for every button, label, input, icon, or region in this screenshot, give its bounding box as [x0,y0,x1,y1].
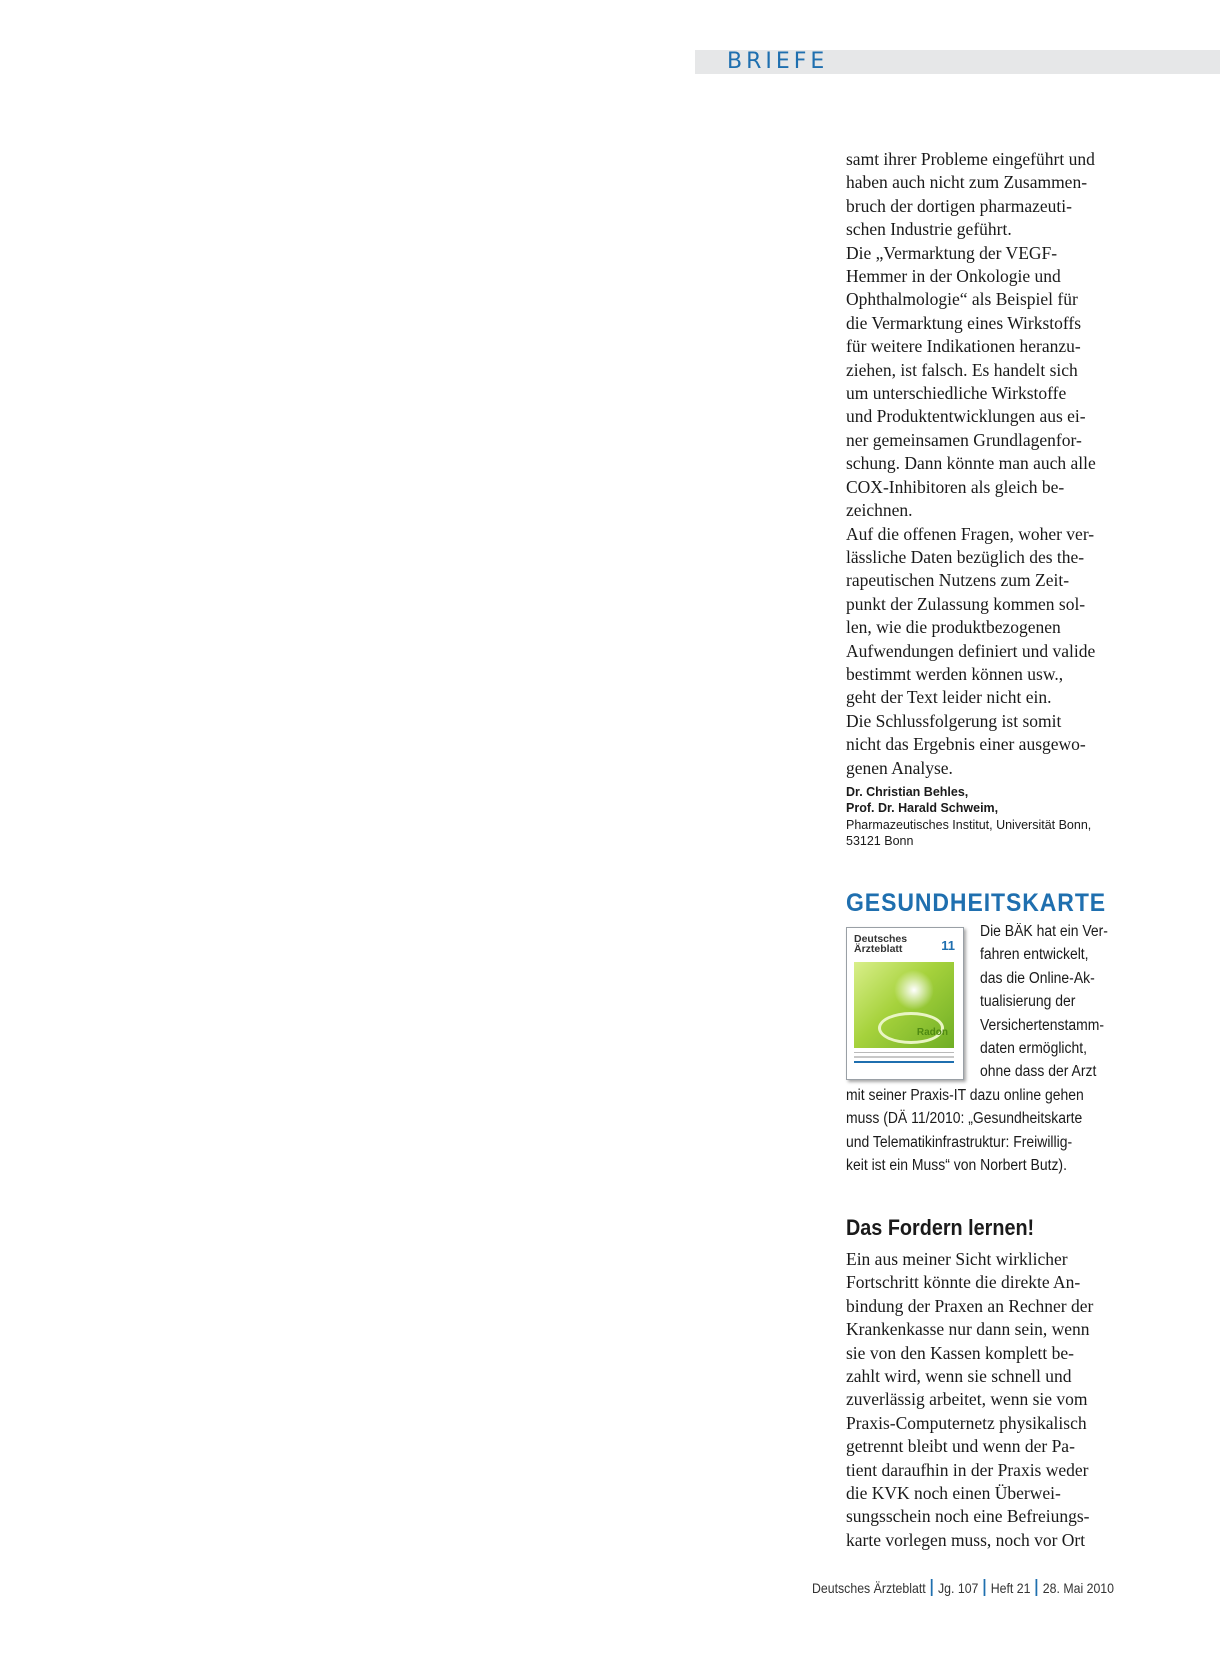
author-address: Pharmazeutisches Institut, Universität Bonn, [846,817,1092,832]
letter-signature [846,784,1126,850]
text-line: bestimmt werden können usw., [846,663,1064,684]
text-line: Praxis-Computernetz physikalisch [846,1412,1087,1433]
cover-image [854,962,954,1048]
teaser-line: Die BÄK hat ein Ver- [980,923,1108,940]
masthead-line: Ärzteblatt [854,943,903,955]
text-line: Auf die offenen Fragen, woher ver- [846,523,1095,544]
text-line: Ophthalmologie“ als Beispiel für [846,289,1078,310]
teaser-line: Versichertenstamm- [980,1016,1105,1034]
text-line: schen Industrie geführt. [846,219,1012,240]
cover-line [854,1061,954,1063]
masthead-line: Deutsches [854,933,908,945]
text-line: sie von den Kassen komplett be- [846,1342,1074,1363]
teaser-line: mit seiner Praxis-IT dazu online gehen [846,1087,1084,1104]
text-line: bruch der dortigen pharmazeuti- [846,195,1072,216]
footer-issue: Heft 21 [990,1580,1031,1596]
text-line: haben auch nicht zum Zusammen- [846,172,1088,193]
text-line: samt ihrer Probleme eingeführt und [846,149,1095,169]
text-line: genen Analyse. [846,757,953,778]
author-address: 53121 Bonn [846,834,914,849]
text-line: Die Schlussfolgerung ist somit [846,710,1062,731]
text-line: ziehen, ist falsch. Es handelt sich [846,359,1078,380]
text-line: die KVK noch einen Überwei- [846,1483,1061,1504]
teaser-line: daten ermöglicht, [980,1040,1088,1058]
footer-separator [931,1579,933,1596]
cover-line [854,1056,954,1058]
text-line: ner gemeinsamen Grundlagenfor- [846,429,1082,450]
teaser-line: das die Online-Ak- [980,969,1095,987]
text-line: len, wie die produktbezogenen [846,617,1061,638]
letter-body-1 [846,148,1126,850]
teaser-line: keit ist ein Muss“ von Norbert Butz). [846,1157,1067,1175]
teaser-line: und Telematikinfrastruktur: Freiwillig- [846,1133,1073,1151]
teaser-text-beside [980,920,1108,1084]
text-line: rapeutischen Nutzens zum Zeit- [846,570,1070,591]
section-heading: GESUNDHEITSKARTE [846,889,1107,917]
text-line: tient daraufhin in der Praxis weder [846,1459,1089,1480]
text-line: getrennt bleibt und wenn der Pa- [846,1436,1075,1457]
text-line: karte vorlegen muss, noch vor Ort [846,1529,1086,1550]
text-line: sungsschein noch eine Befreiungs- [846,1506,1090,1527]
text-line: Hemmer in der Onkologie und [846,266,1061,287]
text-line: nicht das Ergebnis einer ausgewo- [846,734,1086,755]
text-line: zahlt wird, wenn sie schnell und [846,1366,1072,1387]
letter-title: Das Fordern lernen! [846,1215,1035,1240]
text-line: geht der Text leider nicht ein. [846,687,1052,708]
text-line: lässliche Daten bezüglich des the- [846,546,1085,567]
author-name: Prof. Dr. Harald Schweim, [846,801,999,816]
text-line: um unterschiedliche Wirkstoffe [846,383,1067,404]
footer-separator [984,1579,986,1596]
page-footer [812,1578,1114,1598]
text-line: Aufwendungen definiert und valide [846,640,1096,661]
text-line: für weitere Indikationen heranzu- [846,336,1081,357]
teaser-line: muss (DÄ 11/2010: „Gesundheitskarte [846,1110,1083,1128]
letter-body-2 [846,1248,1126,1552]
text-line: schung. Dann könnte man auch alle [846,453,1096,474]
cover-text-lines [854,1052,954,1067]
teaser-line: tualisierung der [980,993,1076,1011]
cover-issue-number: 11 [941,938,955,953]
text-line: Die „Vermarktung der VEGF- [846,242,1058,263]
cover-word: Radon [916,1027,948,1038]
magazine-cover-thumbnail [846,927,964,1080]
teaser-line: fahren entwickelt, [980,946,1089,964]
footer-volume: Jg. 107 [937,1580,979,1596]
section-label: BRIEFE [727,49,829,74]
text-line: Ein aus meiner Sicht wirklicher [846,1249,1068,1269]
footer-journal: Deutsches Ärzteblatt [812,1580,926,1596]
cover-masthead [854,934,907,954]
text-line: zeichnen. [846,500,913,521]
cover-glow [894,970,934,1010]
author-name: Dr. Christian Behles, [846,784,969,799]
text-line: punkt der Zulassung kommen sol- [846,593,1086,614]
text-line: Fortschritt könnte die direkte An- [846,1272,1081,1293]
footer-separator [1036,1579,1038,1596]
teaser-line: ohne dass der Arzt [980,1063,1097,1081]
footer-date: 28. Mai 2010 [1042,1580,1115,1596]
text-line: Krankenkasse nur dann sein, wenn [846,1319,1090,1340]
text-line: COX-Inhibitoren als gleich be- [846,476,1065,497]
text-line: bindung der Praxen an Rechner der [846,1295,1094,1316]
text-line: die Vermarktung eines Wirkstoffs [846,312,1082,333]
text-line: zuverlässig arbeitet, wenn sie vom [846,1389,1088,1410]
teaser-text-full [846,1084,1084,1178]
text-line: und Produktentwicklungen aus ei- [846,406,1086,427]
